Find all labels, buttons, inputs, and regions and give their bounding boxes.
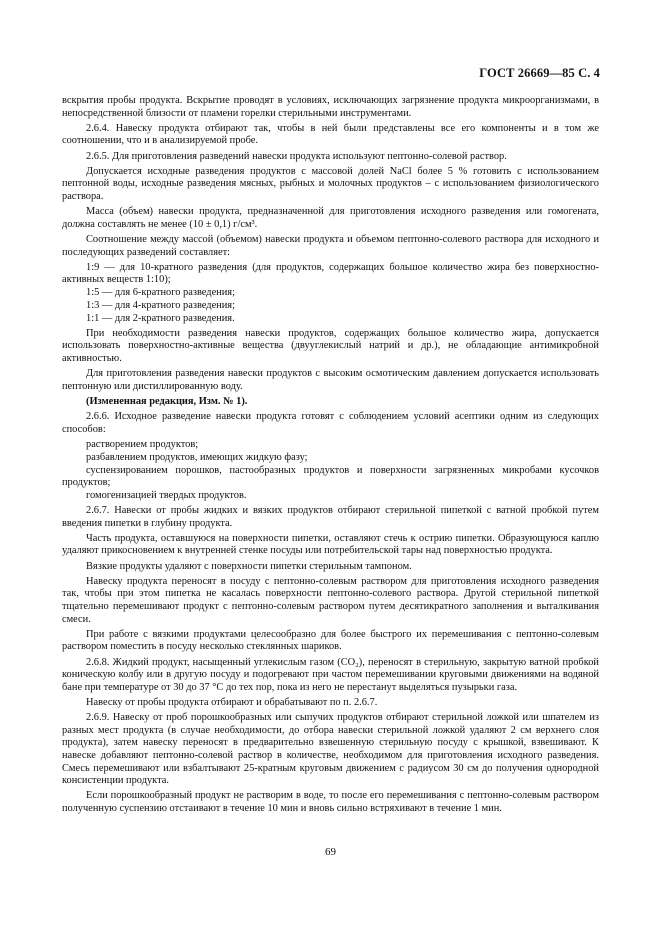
paragraph: 2.6.9. Навеску от проб порошкообразных или сыпучих продуктов отбирают стерильной ложкой или шпателем из разных мест продукта (в случае необходимости, до отбора навески стерильной ложкой удаляют 2 см верхнего слоя продукта), затем навеску переносят в предварительно взвешенную стерильную посуду с крышкой, взвешивают. К навеске добавляют пептонно-солевой раствор в количестве, необходимом для приготовления исходного разведения. Смесь перемешивают или взбалтывают 25-кратным круговым движением с радиусом 30 см до получения однородной консистенции продукта. — [62, 712, 599, 787]
paragraph: 2.6.5. Для приготовления разведений навески продукта используют пептонно-солевой раствор. — [86, 150, 507, 162]
method-item: суспензированием порошков, пастообразных продуктов и поверхности загрязненных микробами кусочков продуктов; — [62, 464, 599, 489]
paragraph: Допускается исходные разведения продуктов с массовой долей NaCl более 5 % готовить с использованием пептонной воды, исходные разведения мясных, рыбных и молочных продуктов – с использованием физиологического раствора. — [62, 165, 599, 202]
paragraph: 2.6.6. Исходное разведение навески продукта готовят с соблюдением условий асептики одним из следующих способов: — [62, 411, 599, 435]
paragraph: Часть продукта, оставшуюся на поверхности пипетки, оставляют стечь к острию пипетки. Образующуюся каплю удаляют прикосновением к внутренней стенке посуды или потребительской тары над поверхностью продукта. — [62, 532, 599, 557]
ratio-item: 1:1 — для 2-кратного разведения. — [86, 312, 235, 324]
method-item: гомогенизацией твердых продуктов. — [86, 489, 247, 501]
paragraph: вскрытия пробы продукта. Вскрытие проводят в условиях, исключающих загрязнение продукта микроорганизмами, в непосредственной близости от пламени горелки стерильными инструментами. — [62, 95, 599, 119]
paragraph: При работе с вязкими продуктами целесообразно для более быстрого их перемешивания с пептонно-солевым раствором поместить в посуду несколько стеклянных шариков. — [62, 628, 599, 653]
paragraph: 2.6.7. Навески от пробы жидких и вязких продуктов отбирают стерильной пипеткой с ватной пробкой путем введения пипетки в глубину продукта. — [62, 505, 599, 529]
amendment-note: (Измененная редакция, Изм. № 1). — [86, 395, 248, 407]
ratio-item: 1:3 — для 4-кратного разведения; — [86, 299, 235, 311]
paragraph: Масса (объем) навески продукта, предназначенной для приготовления исходного разведения или гомогената, должна составлять не менее (10 ± 0,1) г/см³. — [62, 206, 599, 230]
ratio-item: 1:9 — для 10-кратного разведения (для продуктов, содержащих большое количество жира без поверхностно-активных веществ 1:10); — [62, 261, 599, 286]
paragraph: Соотношение между массой (объемом) навески продукта и объемом пептонно-солевого раствора для исходного и последующих разведений составляет: — [62, 233, 599, 258]
document-header: ГОСТ 26669—85 С. 4 — [479, 66, 600, 80]
paragraph: Навеску от пробы продукта отбирают и обрабатывают по п. 2.6.7. — [86, 696, 378, 708]
paragraph: Если порошкообразный продукт не растворим в воде, то после его перемешивания с пептонно-солевым раствором полученную суспензию отстаивают в течение 10 мин и вновь сильно встряхивают в течение 1 мин. — [62, 790, 599, 814]
ratio-item: 1:5 — для 6-кратного разведения; — [86, 287, 235, 299]
method-item: растворением продуктов; — [86, 438, 199, 450]
method-item: разбавлением продуктов, имеющих жидкую фазу; — [86, 451, 308, 463]
paragraph: Для приготовления разведения навески продуктов с высоким осмотическим давлением допускается использовать пептонную или дистиллированную воду. — [62, 368, 599, 392]
paragraph: Навеску продукта переносят в посуду с пептонно-солевым раствором для приготовления исходного разведения так, чтобы при этом пипетка не касалась поверхности пептонно-солевого раствора. Другой стерильной пипеткой тщательно перемешивают продукт с пептонно-солевым раствором путем десятикратного заполнения и выталкивания смеси. — [62, 575, 599, 625]
document-body — [62, 95, 599, 818]
paragraph: При необходимости разведения навески продуктов, содержащих большое количество жира, допускается использовать поверхностно-активные вещества (двууглекислый натрий и др.), не обладающие антимикробной активностью. — [62, 327, 599, 364]
paragraph: 2.6.4. Навеску продукта отбирают так, чтобы в ней были представлены все его компоненты и в том же соотношении, что и в анализируемой пробе. — [62, 122, 599, 147]
paragraph: Вязкие продукты удаляют с поверхности пипетки стерильным тампоном. — [86, 560, 412, 572]
paragraph: 2.6.8. Жидкий продукт, насыщенный углекислым газом (СО₂), переносят в стерильную, закрытую ватной пробкой коническую колбу или в другую посуду и подогревают при частом перемешивании круговыми движениями на водяной бане при температуре от 30 до 37 °С до тех пор, пока из него не перестанут выделяться пузырьки газа. — [62, 656, 599, 693]
page-number: 69 — [325, 846, 336, 858]
